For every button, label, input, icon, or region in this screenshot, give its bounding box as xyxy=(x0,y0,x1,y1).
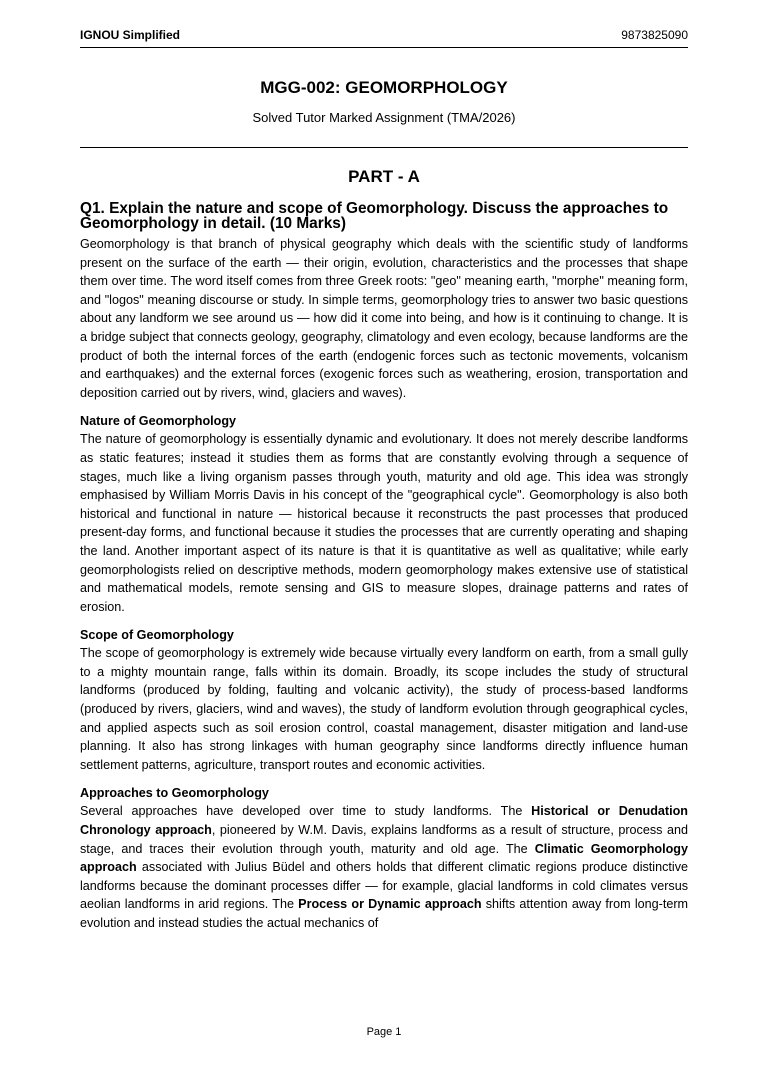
approaches-text-2: , pioneered by W.M. Davis, explains landforms as a result of structure, process and stage, and traces their evolution through youth, maturity and old age. The xyxy=(80,823,688,856)
title-divider xyxy=(80,147,688,148)
header-phone: 9873825090 xyxy=(621,28,688,42)
scope-paragraph: The scope of geomorphology is extremely wide because virtually every landform on earth, from a small gully to a mighty mountain range, falls within its domain. Broadly, its scope includes the study of structural landforms (produced by folding, faulting and volcanic activity), the study of process-based landforms (produced by rivers, glaciers, wind and waves), the study of landform evolution through geographical cycles, and applied aspects such as soil erosion control, coastal management, disaster mitigation and land-use planning. It also has strong linkages with human geography since landforms directly influence human settlement patterns, agriculture, transport routes and economic activities. xyxy=(80,646,688,772)
document-title: MGG-002: GEOMORPHOLOGY xyxy=(260,78,508,97)
approaches-paragraph xyxy=(80,802,688,932)
question-heading: Q1. Explain the nature and scope of Geomorphology. Discuss the approaches to Geomorphology in detail. (10 Marks) xyxy=(80,200,669,232)
intro-paragraph: Geomorphology is that branch of physical geography which deals with the scientific study of landforms present on the surface of the earth — their origin, evolution, characteristics and the processes that shape them over time. The word itself comes from three Greek roots: "geo" meaning earth, "morphe" meaning form, and "logos" meaning discourse or study. In simple terms, geomorphology tries to answer two basic questions about any landform we see around us — how did it come into being, and how is it continuing to change. It is a bridge subject that connects geology, geography, climatology and even ecology, because landforms are the product of both the internal forces of the earth (endogenic forces such as tectonic movements, volcanism and earthquakes) and the external forces (exogenic forces such as weathering, erosion, transportation and deposition carried out by rivers, wind, glaciers and waves). xyxy=(80,237,688,400)
approaches-text-3: associated with Julius Büdel and others holds that different climatic regions produce distinctive landforms because the dominant processes differ — for example, glacial landforms in cold climates versus aeolian landforms in arid regions. The xyxy=(80,860,688,912)
header-divider xyxy=(80,47,688,48)
nature-heading: Nature of Geomorphology xyxy=(80,414,237,429)
approaches-text-1: Several approaches have developed over time to study landforms. The xyxy=(80,804,532,819)
approaches-text-4: shifts attention away from long-term evolution and instead studies the actual mechanics of xyxy=(80,897,689,930)
document-body xyxy=(80,201,688,933)
header-brand: IGNOU Simplified xyxy=(80,28,181,42)
approach-process: Process or Dynamic approach xyxy=(298,897,482,912)
approach-historical: Historical or Denudation Chronology approach xyxy=(80,804,688,838)
page-number: Page 1 xyxy=(366,1026,402,1038)
scope-heading: Scope of Geomorphology xyxy=(80,628,234,643)
nature-paragraph: The nature of geomorphology is essentially dynamic and evolutionary. It does not merely describe landforms as static features; instead it studies them as forms that are constantly evolving through a sequence of stages, much like a living organism passes through youth, maturity and old age. This idea was strongly emphasised by William Morris Davis in his concept of the "geographical cycle". Geomorphology is also both historical and functional in nature — historical because it reconstructs the past processes that produced present-day forms, and functional because it studies the processes that are currently operating and shaping the land. Another important aspect of its nature is that it is quantitative as well as qualitative; while early geomorphologists relied on descriptive methods, modern geomorphology makes extensive use of statistical and mathematical models, remote sensing and GIS to measure slopes, drainage patterns and rates of erosion. xyxy=(80,432,688,614)
approach-climatic: Climatic Geomorphology approach xyxy=(80,841,688,875)
part-heading: PART - A xyxy=(348,167,420,186)
approaches-heading: Approaches to Geomorphology xyxy=(80,786,269,801)
document-subtitle: Solved Tutor Marked Assignment (TMA/2026) xyxy=(252,110,516,125)
